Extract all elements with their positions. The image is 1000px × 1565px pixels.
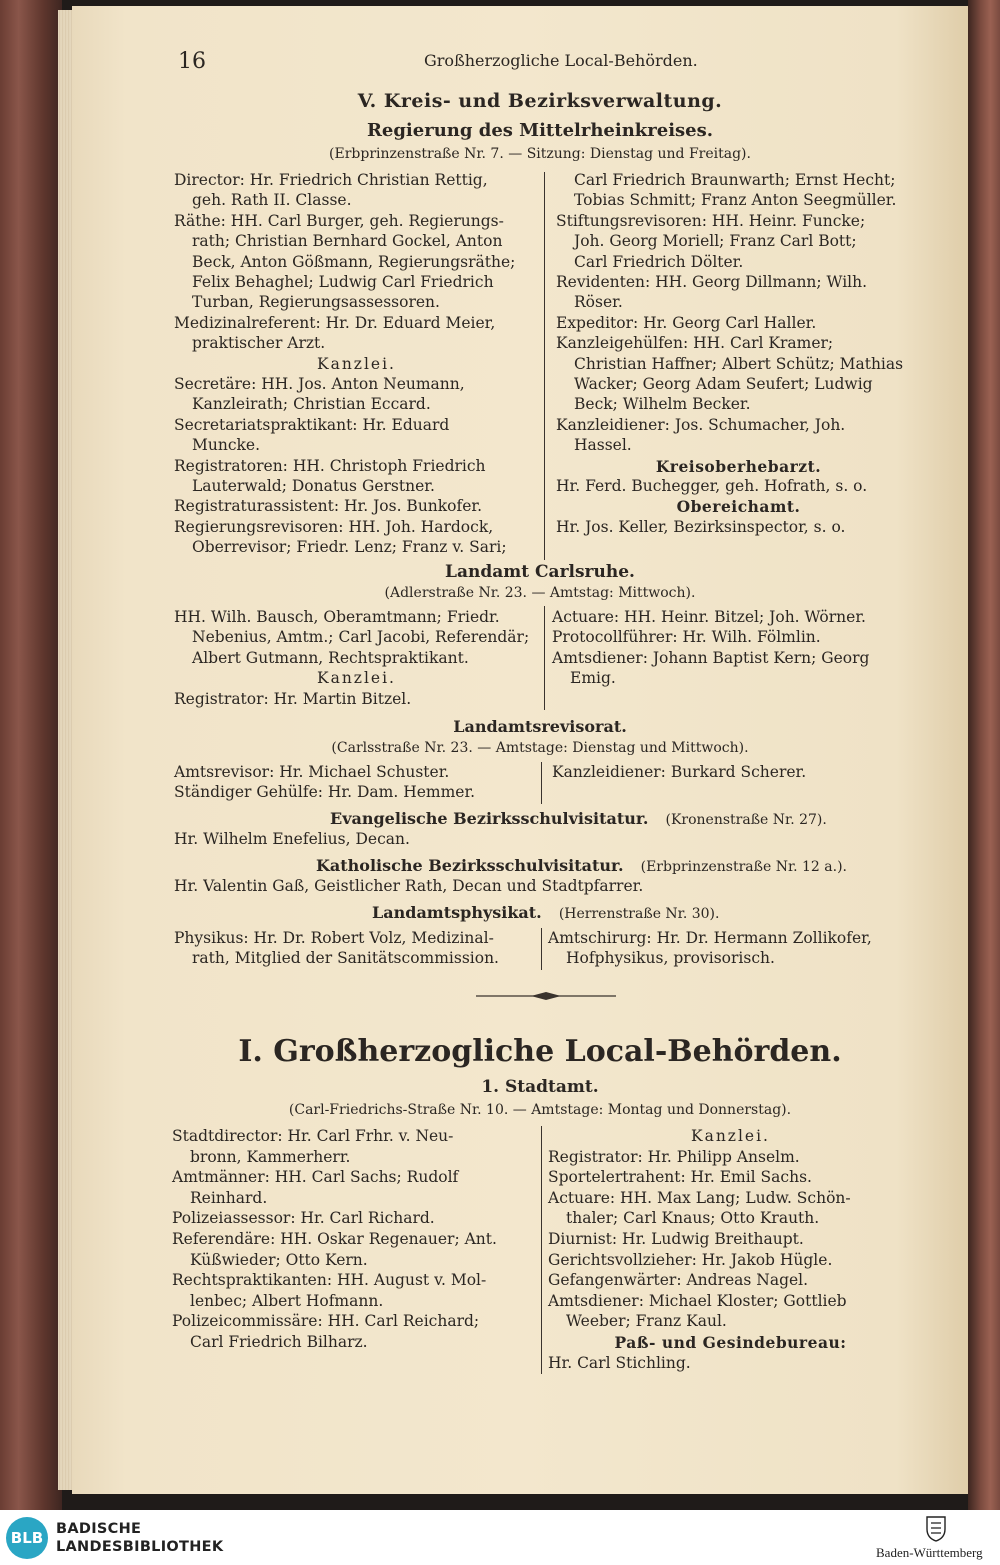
phys-left-line: Physikus: Hr. Dr. Robert Volz, Medizinal- [174,929,494,947]
evangelisch-heading [330,809,827,828]
column-divider [544,606,545,710]
st-right-line: Gefangenwärter: Andreas Nagel. [548,1271,809,1290]
landamt-subtitle: (Adlerstraße Nr. 23. — Amtstag: Mittwoch). [384,585,696,601]
coat-of-arms-icon [925,1514,947,1542]
reg-left-line: Räthe: HH. Carl Burger, geh. Regierungs- [174,211,504,230]
reg-right-line: Röser. [574,293,623,312]
section-i-title: I. Großherzogliche Local-Behörden. [238,1034,842,1069]
katholisch-title: Katholische Bezirksschulvisitatur. [316,856,624,875]
st-right-line: Actuare: HH. Max Lang; Ludw. Schön- [548,1188,851,1207]
evangelisch-title: Evangelische Bezirksschulvisitatur. [330,809,649,828]
land-right-line: Actuare: HH. Heinr. Bitzel; Joh. Wörner. [552,608,866,626]
reg-right-line: Beck; Wilhelm Becker. [574,395,751,414]
reg-right-line: Carl Friedrich Dölter. [574,252,744,271]
st-left-line: Carl Friedrich Bilharz. [190,1333,368,1351]
stadtamt-title: 1. Stadtamt. [481,1077,599,1097]
reg-left-line: Oberrevisor; Friedr. Lenz; Franz v. Sari; [192,538,507,557]
rev-right-line: Kanzleidiener: Burkard Scherer. [552,763,807,781]
library-name[interactable] [56,1520,223,1556]
phys-left-line: rath, Mitglied der Sanitätscommission. [192,949,499,968]
reg-left-line: Medizinalreferent: Hr. Dr. Eduard Meier, [174,313,496,332]
reg-right-line: Kanzleigehülfen: HH. Carl Kramer; [556,334,834,353]
st-left-line: Rechtspraktikanten: HH. August v. Mol- [172,1271,487,1290]
reg-left-line: praktischer Arzt. [192,334,326,353]
reg-right-line: Tobias Schmitt; Franz Anton Seegmüller. [574,191,897,210]
physikat-address: (Herrenstraße Nr. 30). [558,906,720,922]
book-cover-left [0,0,62,1510]
evangelisch-address: (Kronenstraße Nr. 27). [665,812,827,828]
reg-left-line: Felix Behaghel; Ludwig Carl Friedrich [192,273,494,291]
land-left-line: Kanzlei. [317,669,396,688]
library-name-line1: BADISCHE [56,1521,142,1537]
katholisch-line: Hr. Valentin Gaß, Geistlicher Rath, Decan und Stadtpfarrer. [174,877,644,895]
physikat-title: Landamtsphysikat. [372,903,542,922]
reg-left-line: Turban, Regierungsassessoren. [192,293,440,312]
land-left-line: Nebenius, Amtm.; Carl Jacobi, Referendär; [192,628,530,647]
katholisch-address: (Erbprinzenstraße Nr. 12 a.). [640,859,847,875]
st-left-line: Polizeiassessor: Hr. Carl Richard. [172,1209,435,1228]
reg-right-line: Hassel. [574,436,632,455]
st-right-line: Kanzlei. [691,1127,770,1145]
land-left-line: HH. Wilh. Bausch, Oberamtmann; Friedr. [174,608,500,626]
st-left-line: lenbec; Albert Hofmann. [190,1291,384,1310]
regierung-title: Regierung des Mittelrheinkreises. [366,120,714,141]
state-label: Baden-Württemberg [876,1545,983,1560]
st-right-line: Sportelertrahent: Hr. Emil Sachs. [548,1168,812,1187]
land-right-line: Amtsdiener: Johann Baptist Kern; Georg [552,648,870,667]
st-left-line: Referendäre: HH. Oskar Regenauer; Ant. [172,1230,497,1248]
st-left-line: Reinhard. [190,1188,268,1207]
revisorat-subtitle: (Carlsstraße Nr. 23. — Amtstage: Dienstag und Mittwoch). [331,740,749,756]
page-number: 16 [178,49,206,74]
reg-right-line: Joh. Georg Moriell; Franz Carl Bott; [574,232,857,251]
reg-right-line: Hr. Jos. Keller, Bezirksinspector, s. o. [556,517,846,536]
reg-right-line: Hr. Ferd. Buchegger, geh. Hofrath, s. o. [556,477,868,495]
column-divider [541,1126,542,1374]
reg-right-line: Kreisoberhebarzt. [655,456,822,476]
reg-left-line: Kanzlei. [317,354,396,373]
st-right-line: Weeber; Franz Kaul. [566,1312,727,1331]
katholisch-heading [316,856,847,875]
book-cover-right [968,0,1000,1510]
evangelisch-line: Hr. Wilhelm Enefelius, Decan. [174,830,410,848]
rev-left-line: Amtsrevisor: Hr. Michael Schuster. [174,763,450,781]
library-name-line2: LANDESBIBLIOTHEK [56,1539,224,1555]
reg-left-line: Beck, Anton Gößmann, Regierungsräthe; [192,252,516,271]
st-left-line: Stadtdirector: Hr. Carl Frhr. v. Neu- [172,1127,454,1145]
st-left-line: bronn, Kammerherr. [190,1147,351,1166]
st-right-line: Amtsdiener: Michael Kloster; Gottlieb [548,1291,847,1310]
reg-left-line: Regierungsrevisoren: HH. Joh. Hardock, [174,517,494,536]
reg-right-line: Stiftungsrevisoren: HH. Heinr. Funcke; [556,211,866,230]
reg-left-line: Muncke. [192,436,261,455]
st-right-line: thaler; Carl Knaus; Otto Krauth. [566,1209,820,1228]
land-left-line: Registrator: Hr. Martin Bitzel. [174,689,412,708]
column-divider [541,928,542,970]
reg-left-line: Lauterwald; Donatus Gerstner. [192,477,435,495]
ornamental-rule [476,990,616,1002]
reg-left-line: Director: Hr. Friedrich Christian Rettig, [174,171,488,189]
land-left-line: Albert Gutmann, Rechtspraktikant. [192,648,469,667]
st-right-line: Gerichtsvollzieher: Hr. Jakob Hügle. [548,1250,833,1269]
reg-left-line: geh. Rath II. Classe. [192,191,352,210]
column-divider [544,172,545,560]
running-head: Großherzogliche Local-Behörden. [424,51,698,70]
st-right-line: Hr. Carl Stichling. [548,1353,691,1372]
rev-left-line: Ständiger Gehülfe: Hr. Dam. Hemmer. [174,783,476,802]
revisorat-title: Landamtsrevisorat. [453,717,627,736]
reg-right-line: Kanzleidiener: Jos. Schumacher, Joh. [556,415,846,434]
column-divider [541,762,542,804]
st-right-line: Diurnist: Hr. Ludwig Breithaupt. [548,1230,804,1248]
section-v-title: V. Kreis- und Bezirksverwaltung. [357,90,723,112]
regierung-subtitle: (Erbprinzenstraße Nr. 7. — Sitzung: Dienstag und Freitag). [329,146,751,162]
st-left-line: Küßwieder; Otto Kern. [190,1250,368,1269]
reg-left-line: Secretäre: HH. Jos. Anton Neumann, [174,375,465,393]
physikat-heading [372,903,719,922]
st-right-line: Registrator: Hr. Philipp Anselm. [548,1147,800,1166]
reg-left-line: Registraturassistent: Hr. Jos. Bunkofer. [174,497,483,516]
reg-right-line: Obereichamt. [676,497,801,517]
reg-right-line: Expeditor: Hr. Georg Carl Haller. [556,313,817,332]
reg-left-line: Registratoren: HH. Christoph Friedrich [174,456,486,475]
reg-right-line: Christian Haffner; Albert Schütz; Mathias [574,354,904,373]
reg-right-line: Wacker; Georg Adam Seufert; Ludwig [574,375,873,393]
land-right-line: Protocollführer: Hr. Wilh. Fölmlin. [552,628,821,647]
st-right-line: Paß- und Gesindebureau: [614,1333,847,1352]
st-left-line: Amtmänner: HH. Carl Sachs; Rudolf [172,1168,459,1187]
reg-right-line: Revidenten: HH. Georg Dillmann; Wilh. [556,273,868,291]
stadtamt-subtitle: (Carl-Friedrichs-Straße Nr. 10. — Amtstage: Montag und Donnerstag). [288,1102,792,1118]
blb-logo[interactable]: BLB [6,1517,48,1559]
phys-right-line: Hofphysikus, provisorisch. [566,949,775,968]
reg-left-line: rath; Christian Bernhard Gockel, Anton [192,232,503,251]
reg-left-line: Secretariatspraktikant: Hr. Eduard [174,415,450,434]
reg-right-line: Carl Friedrich Braunwarth; Ernst Hecht; [574,171,896,189]
land-right-line: Emig. [570,669,616,688]
landamt-title: Landamt Carlsruhe. [445,562,635,582]
st-left-line: Polizeicommissäre: HH. Carl Reichard; [172,1312,480,1331]
reg-left-line: Kanzleirath; Christian Eccard. [192,395,431,414]
phys-right-line: Amtschirurg: Hr. Dr. Hermann Zollikofer, [548,929,872,947]
